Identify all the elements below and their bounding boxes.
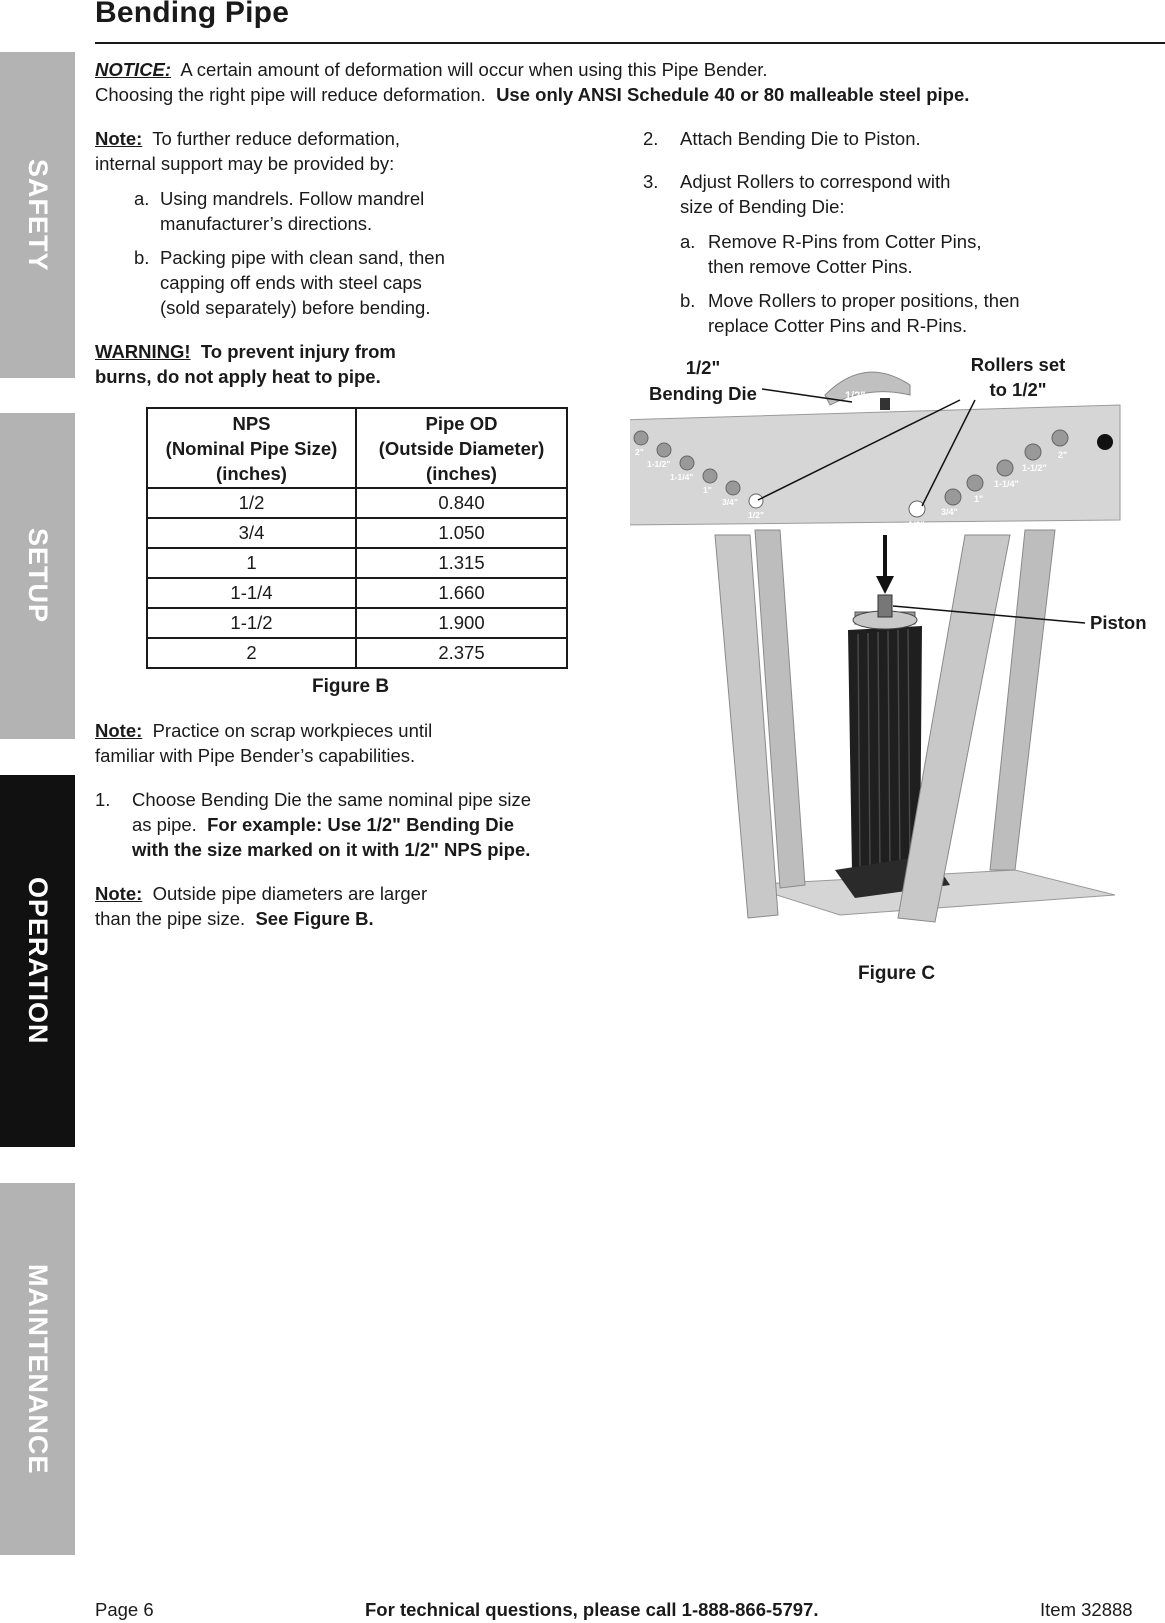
- warning-text-1: To prevent injury from: [200, 341, 396, 362]
- table-cell-od: 1.900: [356, 608, 567, 638]
- pipe-bender-illustration: [630, 350, 1165, 990]
- table-cell-nps: 2: [147, 638, 356, 668]
- callout-piston: Piston: [1090, 612, 1147, 633]
- table-row: [147, 638, 567, 668]
- roller-hole: [657, 443, 671, 457]
- table-row: [147, 548, 567, 578]
- right-mark: 1": [974, 494, 984, 504]
- table-cell-od: 2.375: [356, 638, 567, 668]
- right-mark: 1-1/2": [1022, 463, 1047, 473]
- note1-label: Note:: [95, 128, 143, 149]
- roller-hole: [703, 469, 717, 483]
- table-cell-od: 1.315: [356, 548, 567, 578]
- step3-marker: 3.: [643, 171, 659, 192]
- table-header-row: [147, 408, 567, 488]
- note1-item-b-line-3: (sold separately) before bending.: [160, 297, 431, 318]
- roller-hole: [680, 456, 694, 470]
- note2-label: Note:: [95, 720, 143, 741]
- piston-rod: [878, 595, 892, 617]
- notice-line-1: [95, 57, 768, 82]
- footer-page-number: Page 6: [95, 1599, 154, 1620]
- roller-hole: [997, 460, 1013, 476]
- callout-rollers-line-2: to 1/2": [989, 379, 1047, 400]
- step1-text-2-bold: For example: Use 1/2" Bending Die: [207, 814, 514, 835]
- callout-die-line-1: 1/2": [685, 357, 721, 378]
- header-od-line-1: Pipe OD: [425, 412, 498, 434]
- page-title: Bending Pipe: [95, 0, 290, 29]
- roller-hole: [967, 475, 983, 491]
- note3-label: Note:: [95, 883, 143, 904]
- step1-line-2: [132, 812, 514, 837]
- roller-hole: [634, 431, 648, 445]
- header-od-line-3: (inches): [426, 462, 497, 484]
- step3-item-a-line-1: Remove R-Pins from Cotter Pins,: [708, 231, 982, 252]
- tab-operation[interactable]: [0, 775, 75, 1147]
- figure-b-caption: Figure B: [312, 676, 390, 697]
- step2-text: Attach Bending Die to Piston.: [680, 128, 921, 149]
- step3-item-b-line-1: Move Rollers to proper positions, then: [708, 290, 1020, 311]
- table-cell-nps: 1-1/2: [147, 608, 356, 638]
- table-cell-od: 1.660: [356, 578, 567, 608]
- tab-setup[interactable]: [0, 413, 75, 739]
- note1-line-2: internal support may be provided by:: [95, 153, 395, 174]
- callout-die-line-2: Bending Die: [649, 383, 757, 404]
- table-cell-nps: 1-1/4: [147, 578, 356, 608]
- notice-text-1: A certain amount of deformation will occur when using this Pipe Bender.: [180, 59, 768, 80]
- roller-hole: [1025, 444, 1041, 460]
- table-header-nps: [147, 408, 356, 488]
- tab-safety[interactable]: [0, 52, 75, 378]
- table-cell-nps: 3/4: [147, 518, 356, 548]
- note1-item-b-marker: b.: [134, 247, 150, 268]
- left-mark: 1": [703, 485, 712, 495]
- table-cell-od: 0.840: [356, 488, 567, 518]
- warning-label: WARNING!: [95, 341, 191, 362]
- note1-item-b-line-1: Packing pipe with clean sand, then: [160, 247, 445, 268]
- notice-text-2: Choosing the right pipe will reduce deformation.: [95, 84, 486, 105]
- step3-item-a-line-2: then remove Cotter Pins.: [708, 256, 913, 277]
- footer-item-number: Item 32888: [1040, 1599, 1133, 1620]
- tab-maintenance-label: MAINTENANCE: [23, 1263, 53, 1475]
- header-od-line-2: (Outside Diameter): [378, 437, 545, 459]
- step1-line-3: with the size marked on it with 1/2" NPS pipe.: [132, 839, 531, 860]
- title-rule: [95, 42, 1165, 44]
- note3-line-2: [95, 906, 374, 931]
- table-cell-nps: 1: [147, 548, 356, 578]
- header-nps-line-1: NPS: [232, 412, 271, 434]
- right-mark: 1/2": [908, 520, 925, 530]
- warning-line-1: [95, 339, 396, 364]
- tab-operation-label: OPERATION: [23, 877, 53, 1045]
- roller-hole: [726, 481, 740, 495]
- step2-marker: 2.: [643, 128, 659, 149]
- table-row: [147, 578, 567, 608]
- die-size-mark: 1/2": [845, 390, 866, 402]
- tab-maintenance[interactable]: [0, 1183, 75, 1555]
- note1-item-a-line-1: Using mandrels. Follow mandrel: [160, 188, 425, 209]
- footer-contact: For technical questions, please call 1-888-866-5797.: [365, 1599, 819, 1620]
- header-nps-line-2: (Nominal Pipe Size): [165, 437, 338, 459]
- note1-item-a-line-2: manufacturer’s directions.: [160, 213, 373, 234]
- right-mark: 2": [1058, 450, 1068, 460]
- note1-item-a-marker: a.: [134, 188, 150, 209]
- tab-safety-label: SAFETY: [23, 158, 53, 272]
- left-mark: 1/2": [748, 510, 764, 520]
- frame-bolt-hole: [1097, 434, 1113, 450]
- note3-text-2: than the pipe size.: [95, 908, 246, 929]
- left-mark: 1-1/4": [670, 472, 694, 482]
- right-mark: 3/4": [941, 507, 958, 517]
- table-row: [147, 518, 567, 548]
- step1-line-1: Choose Bending Die the same nominal pipe size: [132, 789, 532, 810]
- left-mark: 3/4": [722, 497, 738, 507]
- left-mark: 1-1/2": [647, 459, 671, 469]
- table-cell-od: 1.050: [356, 518, 567, 548]
- note3-text-2-bold: See Figure B.: [255, 908, 374, 929]
- tab-setup-label: SETUP: [23, 528, 53, 624]
- down-arrow-head: [876, 576, 894, 594]
- note2-line-2: familiar with Pipe Bender’s capabilities.: [95, 745, 416, 766]
- step3-item-b-marker: b.: [680, 290, 696, 311]
- note3-text-1: Outside pipe diameters are larger: [152, 883, 428, 904]
- step3-item-a-marker: a.: [680, 231, 696, 252]
- die-mount: [880, 398, 890, 410]
- table-header-od: [356, 408, 567, 488]
- warning-line-2: burns, do not apply heat to pipe.: [95, 366, 381, 387]
- step3-line-2: size of Bending Die:: [680, 196, 845, 217]
- note3-line-1: [95, 881, 427, 906]
- callout-rollers-line-1: Rollers set: [970, 354, 1066, 375]
- right-mark: 1-1/4": [994, 479, 1019, 489]
- pipe-size-table: [146, 407, 568, 669]
- header-nps-line-3: (inches): [216, 462, 287, 484]
- table-row: [147, 488, 567, 518]
- step3-line-1: Adjust Rollers to correspond with: [680, 171, 951, 192]
- table-cell-nps: 1/2: [147, 488, 356, 518]
- step1-marker: 1.: [95, 789, 111, 810]
- figure-c-caption: Figure C: [858, 963, 936, 984]
- note1-text-1: To further reduce deformation,: [152, 128, 401, 149]
- step1-text-2: as pipe.: [132, 814, 197, 835]
- table-row: [147, 608, 567, 638]
- roller-hole: [1052, 430, 1068, 446]
- note1-item-b-line-2: capping off ends with steel caps: [160, 272, 422, 293]
- note1-line-1: [95, 126, 400, 151]
- step3-item-b-line-2: replace Cotter Pins and R-Pins.: [708, 315, 968, 336]
- roller-hole: [945, 489, 961, 505]
- left-mark: 2": [635, 447, 644, 457]
- notice-line-2: [95, 82, 969, 107]
- notice-label: NOTICE:: [95, 59, 172, 80]
- notice-text-2-bold: Use only ANSI Schedule 40 or 80 malleable steel pipe.: [496, 84, 970, 105]
- roller-left-selected: [749, 494, 763, 508]
- note2-text-1: Practice on scrap workpieces until: [152, 720, 433, 741]
- note2-line-1: [95, 718, 432, 743]
